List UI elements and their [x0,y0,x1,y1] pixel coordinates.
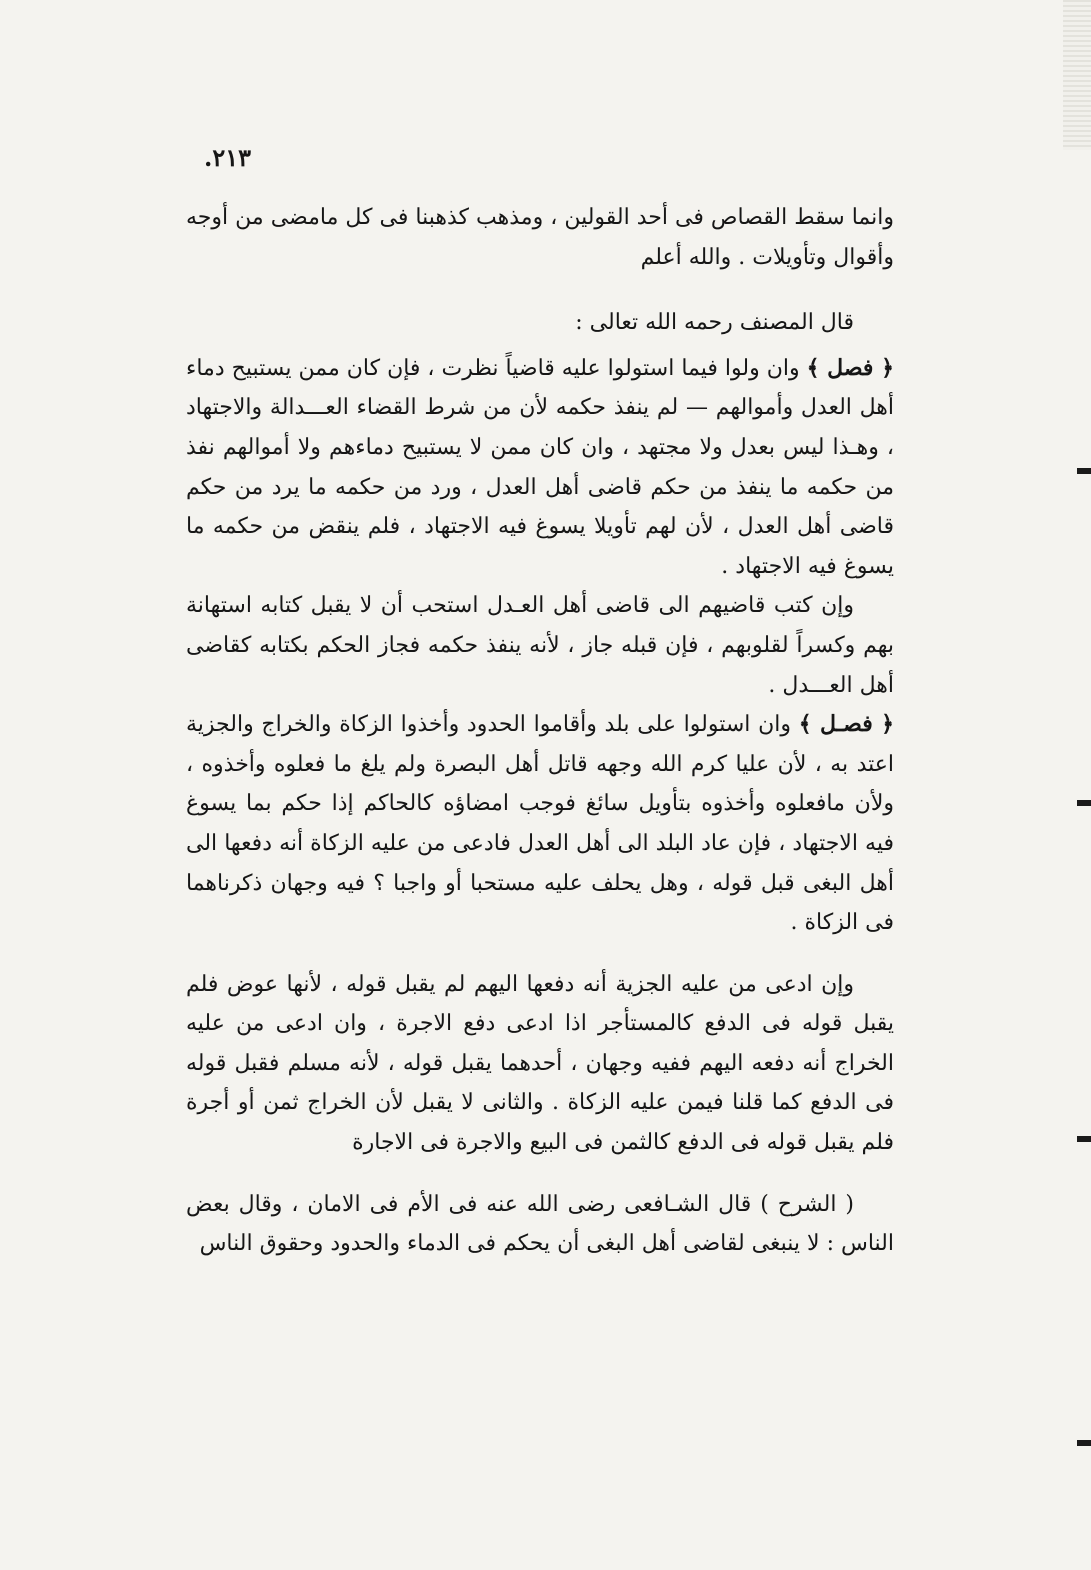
scan-edge-noise [1063,0,1091,150]
scan-edge-mark [1077,1136,1091,1142]
paragraph-jizya: وإن ادعى من عليه الجزية أنه دفعها اليهم لم يقبل قوله ، لأنها عوض فلم يقبل قوله فى الدفع كالمستأجر اذا ادعى دفع الاجرة ، وان ادعى من عليه الخراج أنه دفعه اليهم ففيه وجهان ، أحدهما يقبل قوله ، لأنه مسلم فقبل قوله فى الدفع كما قلنا فيمن عليه الزكاة . والثانى لا يقبل لأن الخراج ثمن أو أجرة فلم يقبل قوله فى الدفع كالثمن فى البيع والاجرة فى الاجارة [186,971,895,1156]
fasl-marker: ﴿ فصـل ﴾ [798,711,894,738]
paragraph-fasl-1-text: وان ولوا فيما استولوا عليه قاضياً نظرت ، فإن كان ممن يستبيح دماء أهل العدل وأموالهم — لم ينفذ حكمه لأن من شرط القضاء العـــدالة والاجتهاد ، وهـذا ليس بعدل ولا مجتهد ، وان كان ممن لا يستبيح دماءهم ولا أموالهم نفذ من حكمه ما ينفذ من حكم قاضى أهل العدل ، ورد من حكمه ما يرد من حكم قاضى أهل العدل ، لأن لهم تأويلا يسوغ فيه الاجتهاد ، فلم ينقض من حكمه ما يسوغ فيه الاجتهاد . [186,355,894,579]
paragraph-fasl-1 [186,349,894,587]
body-text [186,198,894,1264]
scan-edge-mark [1077,1440,1091,1446]
paragraph-fasl-2-text: وان استولوا على بلد وأقاموا الحدود وأخذوا الزكاة والخراج والجزية اعتد به ، لأن عليا كرم الله وجهه قاتل أهل البصرة ولم يلغ ما فعلوه وأخذوه ، ولأن مافعلوه وأخذوه بتأويل سائغ فوجب امضاؤه كالحاكم إذا حكم بما يسوغ فيه الاجتهاد ، فإن عاد البلد الى أهل العدل فادعى من عليه الزكاة أنه دفعها الى أهل البغى قبل قوله ، وهل يحلف عليه مستحبا أو واجبا ؟ فيه وجهان ذكرناهما فى الزكاة . [186,712,894,936]
paragraph-letters: وإن كتب قاضيهم الى قاضى أهل العـدل استحب أن لا يقبل كتابه استهانة بهم وكسراً لقلوبهم ، فإن قبله جاز ، لأنه ينفذ حكمه فجاز الحكم بكتابه كقاضى أهل العـــدل . [186,593,894,698]
paragraph-intro: وانما سقط القصاص فى أحد القولين ، ومذهب كذهبنا فى كل مامضى من أوجه وأقوال وتأويلات . والله أعلم [186,205,894,270]
scan-edge-mark [1077,468,1091,474]
paragraph-sharh: ( الشرح ) قال الشـافعى رضى الله عنه فى الأم فى الامان ، وقال بعض الناس : لا ينبغى لقاضى أهل البغى أن يحكم فى الدماء والحدود وحقوق الناس [186,1191,894,1257]
paragraph-fasl-2 [186,705,894,943]
page-number: ٢١٣. [204,143,252,172]
scan-edge-mark [1077,800,1091,806]
section-heading: قال المصنف رحمه الله تعالى : [575,310,854,336]
fasl-marker: ﴿ فصل ﴾ [806,354,894,381]
